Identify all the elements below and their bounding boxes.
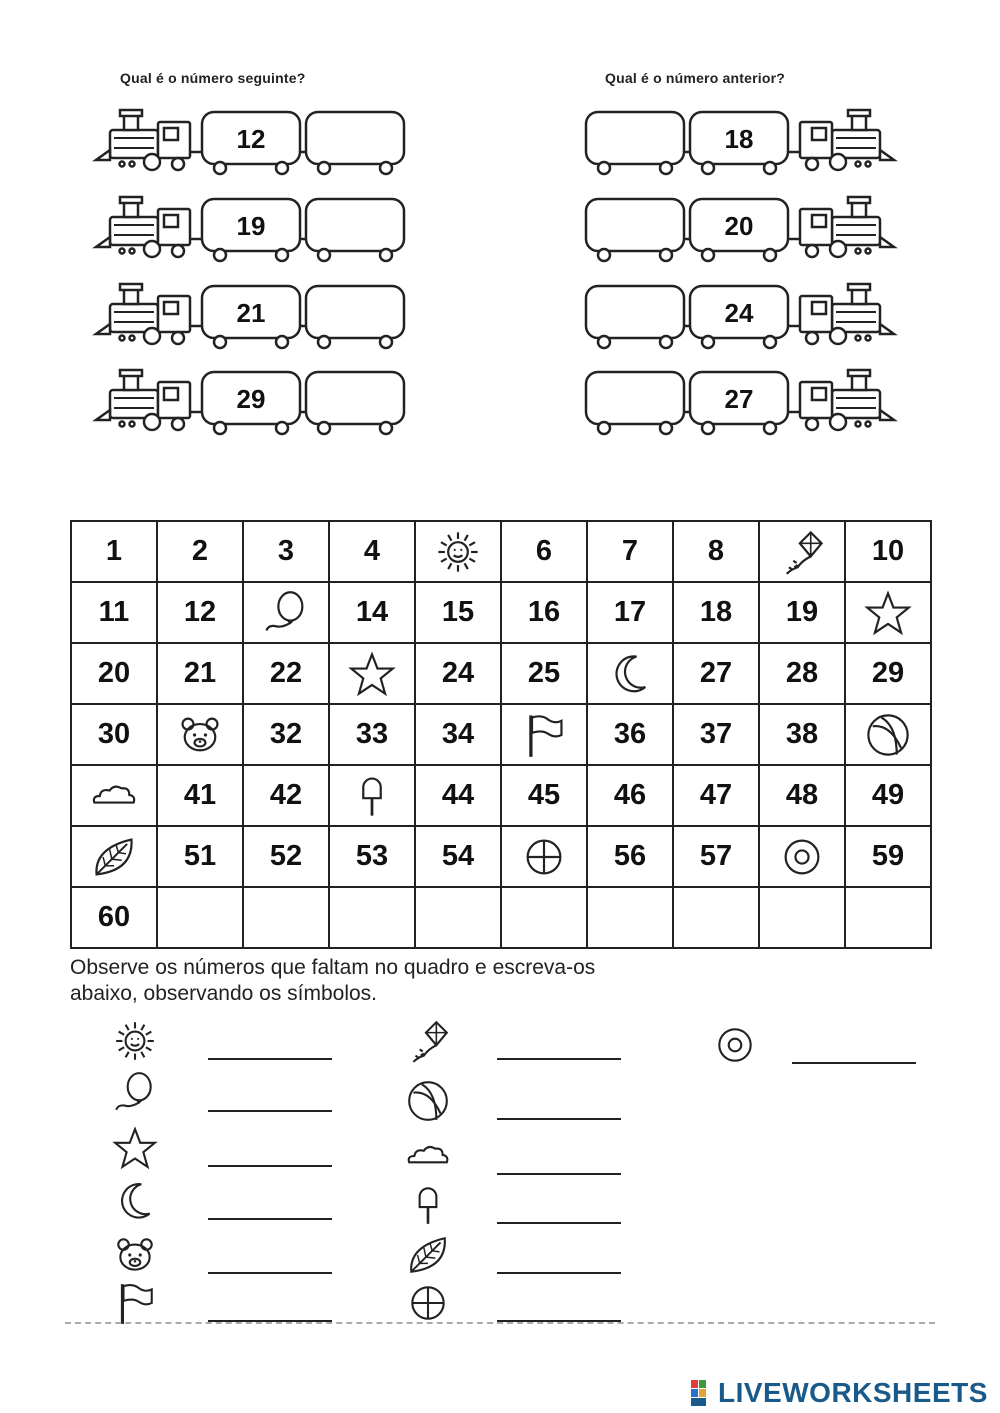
grid-cell xyxy=(329,582,415,643)
grid-number: 27 xyxy=(699,657,733,689)
grid-cell xyxy=(759,704,845,765)
grid-number: 60 xyxy=(97,901,131,933)
grid-cell xyxy=(501,887,587,948)
star-icon xyxy=(864,589,912,637)
symbol-answer-row xyxy=(405,1280,622,1326)
symbol-answer-row xyxy=(112,1125,333,1171)
previous-number-input[interactable] xyxy=(589,290,685,342)
given-number: 19 xyxy=(236,211,266,241)
grid-cell xyxy=(501,521,587,582)
grid-cell xyxy=(759,765,845,826)
grid-number: 21 xyxy=(183,657,217,689)
symbol-answer-row xyxy=(112,1018,333,1064)
grid-cell-symbol xyxy=(501,704,587,765)
grid-number: 25 xyxy=(527,657,561,689)
grid-cell xyxy=(587,887,673,948)
title-next-number: Qual é o número seguinte? xyxy=(120,70,306,86)
grid-cell xyxy=(845,765,931,826)
cloud-icon xyxy=(90,772,138,820)
train-previous-3 xyxy=(578,282,908,362)
symbol-answer-row xyxy=(112,1280,333,1326)
symbol-answer-input[interactable] xyxy=(497,1194,621,1224)
symbol-answer-row xyxy=(112,1232,333,1278)
grid-number: 51 xyxy=(183,840,217,872)
grid-number: 44 xyxy=(441,779,475,811)
grid-cell xyxy=(243,765,329,826)
grid-cell xyxy=(759,582,845,643)
grid-cell xyxy=(243,826,329,887)
grid-number: 12 xyxy=(183,596,217,628)
grid-cell xyxy=(501,765,587,826)
star-icon xyxy=(112,1125,158,1171)
train-next-2 xyxy=(92,195,422,275)
grid-number: 29 xyxy=(871,657,905,689)
grid-number: 24 xyxy=(441,657,475,689)
leaf-icon xyxy=(405,1232,451,1278)
sun-icon xyxy=(112,1018,158,1064)
symbol-answer-row xyxy=(405,1133,622,1179)
crosshair-icon xyxy=(405,1280,451,1326)
grid-cell-symbol xyxy=(845,582,931,643)
bear-icon xyxy=(176,711,224,759)
given-number: 20 xyxy=(724,211,754,241)
symbol-answer-row xyxy=(405,1078,622,1124)
grid-cell-symbol xyxy=(587,643,673,704)
symbol-answer-input[interactable] xyxy=(208,1030,332,1060)
grid-number: 59 xyxy=(871,840,905,872)
grid-cell xyxy=(71,643,157,704)
grid-cell-symbol xyxy=(501,826,587,887)
popsicle-icon xyxy=(348,772,396,820)
next-number-input[interactable] xyxy=(309,116,405,168)
symbol-answer-input[interactable] xyxy=(208,1190,332,1220)
grid-number: 34 xyxy=(441,718,475,750)
grid-cell xyxy=(673,643,759,704)
grid-cell xyxy=(329,826,415,887)
grid-cell xyxy=(415,887,501,948)
next-number-input[interactable] xyxy=(309,203,405,255)
symbol-answer-input[interactable] xyxy=(208,1292,332,1322)
grid-number: 36 xyxy=(613,718,647,750)
given-number: 12 xyxy=(236,124,266,154)
symbol-answer-input[interactable] xyxy=(497,1292,621,1322)
symbol-answer-row xyxy=(405,1018,622,1064)
ball-icon xyxy=(405,1078,451,1124)
grid-cell xyxy=(243,643,329,704)
grid-number: 52 xyxy=(269,840,303,872)
symbol-answer-row xyxy=(112,1070,333,1116)
grid-cell xyxy=(845,826,931,887)
grid-number: 53 xyxy=(355,840,389,872)
grid-cell xyxy=(415,826,501,887)
grid-number: 32 xyxy=(269,718,303,750)
symbol-answer-input[interactable] xyxy=(497,1090,621,1120)
grid-number: 42 xyxy=(269,779,303,811)
grid-cell xyxy=(501,643,587,704)
symbol-answer-row xyxy=(112,1178,333,1224)
grid-cell-symbol xyxy=(243,582,329,643)
grid-cell xyxy=(673,704,759,765)
grid-row xyxy=(71,765,931,826)
grid-cell xyxy=(157,582,243,643)
instruction-text xyxy=(70,955,930,1007)
given-number: 18 xyxy=(724,124,754,154)
symbol-answer-row xyxy=(405,1232,622,1278)
grid-cell xyxy=(415,765,501,826)
train-previous-4 xyxy=(578,368,908,448)
train-next-3 xyxy=(92,282,422,362)
grid-number: 7 xyxy=(621,535,639,567)
previous-number-input[interactable] xyxy=(589,203,685,255)
dashed-divider xyxy=(65,1322,935,1324)
symbol-answer-input[interactable] xyxy=(497,1244,621,1274)
grid-cell xyxy=(243,521,329,582)
leaf-icon xyxy=(90,833,138,881)
grid-number: 33 xyxy=(355,718,389,750)
train-next-4 xyxy=(92,368,422,448)
grid-cell-symbol xyxy=(845,704,931,765)
title-previous-number: Qual é o número anterior? xyxy=(605,70,786,86)
number-grid xyxy=(70,520,932,949)
grid-cell xyxy=(587,582,673,643)
next-number-input[interactable] xyxy=(309,290,405,342)
grid-number: 14 xyxy=(355,596,389,628)
grid-cell xyxy=(329,521,415,582)
grid-cell-symbol xyxy=(157,704,243,765)
symbol-answer-row xyxy=(405,1182,622,1228)
grid-number: 16 xyxy=(527,596,561,628)
grid-cell-symbol xyxy=(759,521,845,582)
grid-number: 3 xyxy=(277,535,295,567)
liveworksheets-brand: LIVEWORKSHEETS xyxy=(718,1377,988,1408)
grid-cell xyxy=(673,582,759,643)
crosshair-icon xyxy=(520,833,568,881)
kite-icon xyxy=(405,1018,451,1064)
grid-cell xyxy=(845,887,931,948)
grid-cell xyxy=(157,887,243,948)
previous-number-input[interactable] xyxy=(589,116,685,168)
grid-cell xyxy=(673,826,759,887)
grid-row xyxy=(71,582,931,643)
footer-logo xyxy=(690,1377,988,1409)
grid-number: 49 xyxy=(871,779,905,811)
grid-cell xyxy=(501,582,587,643)
grid-cell-symbol xyxy=(759,826,845,887)
symbol-answer-input[interactable] xyxy=(497,1145,621,1175)
moon-icon xyxy=(606,650,654,698)
popsicle-icon xyxy=(405,1182,451,1228)
grid-cell-symbol xyxy=(329,643,415,704)
cloud-icon xyxy=(405,1133,451,1179)
symbol-answer-input[interactable] xyxy=(208,1082,332,1112)
grid-cell-symbol xyxy=(415,521,501,582)
symbol-answer-input[interactable] xyxy=(792,1034,916,1064)
symbol-answer-row xyxy=(712,1022,917,1068)
grid-number: 1 xyxy=(105,535,123,567)
grid-cell xyxy=(587,765,673,826)
grid-number: 11 xyxy=(98,596,130,628)
grid-cell xyxy=(243,704,329,765)
grid-cell xyxy=(71,521,157,582)
grid-number: 6 xyxy=(535,535,553,567)
given-number: 21 xyxy=(236,298,266,328)
grid-cell xyxy=(759,887,845,948)
grid-cell xyxy=(415,704,501,765)
grid-number: 18 xyxy=(699,596,733,628)
grid-number: 8 xyxy=(707,535,725,567)
grid-number: 41 xyxy=(183,779,217,811)
grid-cell xyxy=(71,582,157,643)
grid-cell xyxy=(587,704,673,765)
moon-icon xyxy=(112,1178,158,1224)
grid-cell xyxy=(845,643,931,704)
grid-cell xyxy=(587,826,673,887)
grid-row xyxy=(71,643,931,704)
grid-number: 54 xyxy=(441,840,475,872)
grid-cell xyxy=(673,521,759,582)
grid-number: 19 xyxy=(785,596,819,628)
grid-number: 45 xyxy=(527,779,561,811)
liveworksheets-logo-icon xyxy=(690,1378,714,1408)
grid-number: 56 xyxy=(613,840,647,872)
ball-icon xyxy=(864,711,912,759)
next-number-input[interactable] xyxy=(309,376,405,428)
given-number: 27 xyxy=(724,384,754,414)
flag-icon xyxy=(112,1280,158,1326)
grid-number: 2 xyxy=(191,535,209,567)
grid-cell xyxy=(759,643,845,704)
target-icon xyxy=(712,1022,758,1068)
grid-cell xyxy=(71,704,157,765)
given-number: 29 xyxy=(236,384,266,414)
train-next-1 xyxy=(92,108,422,188)
grid-cell-symbol xyxy=(71,765,157,826)
instruction-line-2: abaixo, observando os símbolos. xyxy=(70,982,378,1005)
grid-number: 4 xyxy=(363,535,381,567)
kite-icon xyxy=(778,528,826,576)
grid-cell xyxy=(845,521,931,582)
sun-icon xyxy=(434,528,482,576)
grid-number: 17 xyxy=(613,596,647,628)
symbol-answer-input[interactable] xyxy=(208,1137,332,1167)
balloon-icon xyxy=(112,1070,158,1116)
previous-number-input[interactable] xyxy=(589,376,685,428)
grid-row xyxy=(71,521,931,582)
grid-cell xyxy=(243,887,329,948)
grid-cell-symbol xyxy=(71,826,157,887)
train-previous-1 xyxy=(578,108,908,188)
grid-cell xyxy=(587,521,673,582)
grid-cell xyxy=(71,887,157,948)
grid-number: 48 xyxy=(785,779,819,811)
grid-cell xyxy=(673,887,759,948)
grid-number: 30 xyxy=(97,718,131,750)
grid-number: 46 xyxy=(613,779,647,811)
grid-cell xyxy=(157,826,243,887)
grid-number: 20 xyxy=(97,657,131,689)
grid-number: 22 xyxy=(269,657,303,689)
symbol-answer-input[interactable] xyxy=(497,1030,621,1060)
grid-number: 10 xyxy=(871,535,905,567)
star-icon xyxy=(348,650,396,698)
grid-cell-symbol xyxy=(329,765,415,826)
grid-row xyxy=(71,826,931,887)
grid-cell xyxy=(329,704,415,765)
grid-cell xyxy=(415,643,501,704)
grid-row xyxy=(71,704,931,765)
grid-number: 57 xyxy=(699,840,733,872)
grid-number: 47 xyxy=(699,779,733,811)
grid-number: 28 xyxy=(785,657,819,689)
bear-icon xyxy=(112,1232,158,1278)
grid-number: 37 xyxy=(699,718,733,750)
symbol-answer-input[interactable] xyxy=(208,1244,332,1274)
grid-cell xyxy=(157,643,243,704)
grid-cell xyxy=(415,582,501,643)
grid-cell xyxy=(329,887,415,948)
flag-icon xyxy=(520,711,568,759)
given-number: 24 xyxy=(724,298,754,328)
grid-cell xyxy=(157,521,243,582)
grid-number: 38 xyxy=(785,718,819,750)
instruction-line-1: Observe os números que faltam no quadro e escreva-os xyxy=(70,956,596,979)
train-previous-2 xyxy=(578,195,908,275)
grid-cell xyxy=(673,765,759,826)
grid-row xyxy=(71,887,931,948)
grid-number: 15 xyxy=(441,596,475,628)
balloon-icon xyxy=(262,589,310,637)
target-icon xyxy=(778,833,826,881)
grid-cell xyxy=(157,765,243,826)
